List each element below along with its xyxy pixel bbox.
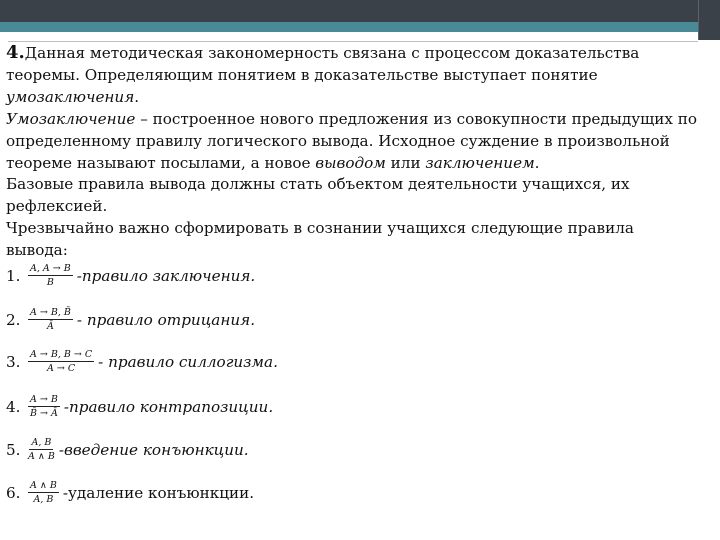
rule-description: -введение конъюнкции.: [58, 440, 249, 459]
paragraph-1: [6, 42, 700, 109]
formula-premises: A, A → B: [30, 263, 71, 274]
formula-premises: A ∧ B: [30, 480, 57, 491]
paragraph-2: [6, 109, 700, 175]
rule-formula: [28, 263, 73, 288]
connector-or: или: [385, 153, 426, 172]
header-band-teal: [0, 22, 720, 32]
formula-conclusion: B: [46, 277, 54, 288]
corner-box: [698, 0, 720, 40]
rule-item-4: [6, 394, 706, 419]
rule-formula: [28, 480, 59, 505]
rule-formula: [28, 437, 55, 462]
slide-body: [6, 42, 700, 262]
rule-item-6: [6, 480, 706, 505]
paragraph-number: 4.: [6, 42, 25, 63]
rule-item-5: [6, 437, 706, 462]
rule-formula: [28, 349, 94, 374]
term-inference: умозаключения: [6, 87, 135, 106]
formula-conclusion: B̄ → Ā: [30, 408, 58, 419]
formula-conclusion: A ∧ B: [28, 451, 55, 462]
formula-conclusion: A, B: [33, 494, 54, 505]
rule-formula: [28, 394, 60, 419]
rule-number: 5.: [6, 440, 21, 459]
rule-number: 3.: [6, 352, 21, 371]
rule-item-2: [6, 307, 706, 332]
paragraph-4: Чрезвычайно важно сформировать в сознании учащихся следующие правила вывода:: [6, 219, 634, 260]
paragraph-1-text: Данная методическая закономерность связана с процессом доказательства теоремы. Определяющим понятием в доказательстве выступает понятие: [6, 44, 640, 84]
formula-premises: A → B: [30, 394, 58, 405]
formula-premises: A → B, B̄: [30, 307, 71, 318]
period: .: [534, 153, 540, 172]
paragraph-3: Базовые правила вывода должны стать объектом деятельности учащихся, их рефлексией.: [6, 175, 630, 216]
formula-conclusion: A → C: [47, 363, 76, 374]
term-conclusion-2: заключением: [425, 153, 535, 172]
rule-formula: [28, 307, 73, 332]
rule-item-1: [6, 263, 706, 288]
term-definition: Умозаключение: [6, 109, 136, 128]
rule-item-3: [6, 349, 706, 374]
rule-description: -правило контрапозиции.: [63, 397, 274, 416]
formula-premises: A → B, B → C: [30, 349, 93, 360]
header-band-dark: [0, 0, 720, 22]
rule-description: -правило заключения.: [76, 266, 256, 285]
rule-number: 6.: [6, 483, 21, 502]
formula-conclusion: Ā: [47, 321, 54, 332]
rule-description: - правило силлогизма.: [98, 352, 278, 371]
rule-number: 4.: [6, 397, 21, 416]
period: .: [134, 87, 140, 106]
formula-premises: A, B: [31, 437, 52, 448]
rule-description: - правило отрицания.: [76, 310, 256, 329]
term-conclusion-1: выводом: [315, 153, 386, 172]
rule-description: -удаление конъюнкции.: [62, 483, 255, 502]
rule-number: 1.: [6, 266, 21, 285]
paragraph-2-text: – построенное нового предложения из совокупности предыдущих по определенному правилу логического вывода. Исходное суждение в произвольной теореме называют посылами, а новое: [6, 109, 698, 172]
rule-number: 2.: [6, 310, 21, 329]
